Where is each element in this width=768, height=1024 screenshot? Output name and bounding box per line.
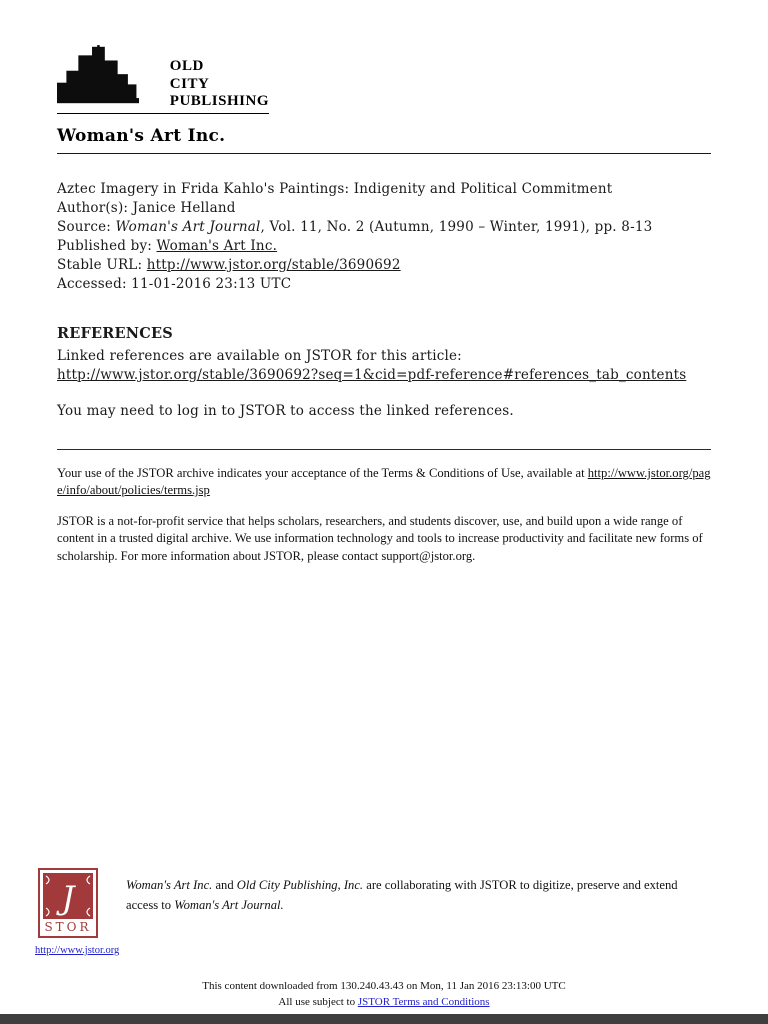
page-bottom-edge xyxy=(0,1014,768,1024)
source-label: Source: xyxy=(57,219,116,235)
article-title: Aztec Imagery in Frida Kahlo's Paintings: Indigenity and Political Commitment xyxy=(57,181,613,197)
authors-value: Janice Helland xyxy=(132,200,236,216)
stable-url-link[interactable]: http://www.jstor.org/stable/3690692 xyxy=(146,257,401,273)
city-skyline-icon xyxy=(57,40,158,110)
source-details: , Vol. 11, No. 2 (Autumn, 1990 – Winter, 1991), pp. 8-13 xyxy=(260,219,653,235)
jstor-logo-column xyxy=(35,868,120,957)
terms-text: Your use of the JSTOR archive indicates your acceptance of the Terms & Conditions of Use, available at xyxy=(57,466,588,480)
logo-line: PUBLISHING xyxy=(169,92,269,109)
published-by-link[interactable]: Woman's Art Inc. xyxy=(156,238,278,254)
collab-publisher-1: Woman's Art Inc. xyxy=(126,878,213,892)
source-journal: Woman's Art Journal xyxy=(115,219,261,235)
article-stable-url xyxy=(57,256,711,275)
publisher-logo-text xyxy=(170,58,269,110)
about-jstor-paragraph: JSTOR is a not-for-profit service that helps scholars, researchers, and students discover, use, and build upon a wide range of content in a trusted digital archive. We use information technology and tools to increase productivity and facilitate new forms of scholarship. For more information about JSTOR, please contact support@jstor.org. xyxy=(57,513,703,563)
collaboration-text xyxy=(126,868,706,915)
references-section xyxy=(57,324,711,421)
references-url-link[interactable]: http://www.jstor.org/stable/3690692?seq=1&cid=pdf-reference#references_tab_contents xyxy=(57,367,687,383)
terms-paragraph xyxy=(57,465,711,500)
references-url-line xyxy=(57,366,711,385)
footer-subject-line xyxy=(0,995,768,1011)
logo-line: CITY xyxy=(169,75,210,92)
jstor-logo-stor: STOR xyxy=(44,920,92,934)
terms-divider xyxy=(57,449,711,450)
footer-downloaded-line: This content downloaded from 130.240.43.43 on Mon, 11 Jan 2016 23:13:00 UTC xyxy=(202,980,566,993)
download-footer xyxy=(0,979,768,1011)
header-divider xyxy=(57,153,711,154)
article-citation-block xyxy=(57,180,711,294)
jstor-home-link[interactable]: http://www.jstor.org xyxy=(35,945,120,956)
logo-line: OLD xyxy=(169,58,204,75)
references-line1: Linked references are available on JSTOR for this article: xyxy=(57,348,462,364)
collab-and: and xyxy=(212,878,237,892)
jstor-logo-j: J xyxy=(61,879,75,917)
jstor-logo xyxy=(38,868,98,938)
terms-url-link[interactable]: http://www.jstor.org/page/info/about/policies/terms.jsp xyxy=(57,466,711,498)
collab-journal: Woman's Art Journal. xyxy=(174,897,284,912)
article-accessed: Accessed: 11-01-2016 23:13 UTC xyxy=(57,276,292,292)
article-published-by xyxy=(57,237,711,256)
article-source xyxy=(57,218,711,237)
collab-publisher-2: Old City Publishing, Inc. xyxy=(236,878,364,892)
article-authors xyxy=(57,199,711,218)
references-login-note: You may need to log in to JSTOR to access the linked references. xyxy=(57,403,514,419)
publisher-name: Woman's Art Inc. xyxy=(57,126,226,146)
collab-body: are collaborating with JSTOR to digitize, preserve and extend access to xyxy=(126,878,678,912)
published-by-label: Published by: xyxy=(57,238,157,254)
footer-terms-link[interactable]: JSTOR Terms and Conditions xyxy=(357,996,490,1009)
references-heading: REFERENCES xyxy=(57,325,173,342)
authors-label: Author(s): xyxy=(57,200,133,216)
collaboration-strip xyxy=(35,868,711,957)
footer-subject-prefix: All use subject to xyxy=(278,996,358,1009)
old-city-publishing-logo xyxy=(57,40,269,114)
stable-url-label: Stable URL: xyxy=(57,257,147,273)
